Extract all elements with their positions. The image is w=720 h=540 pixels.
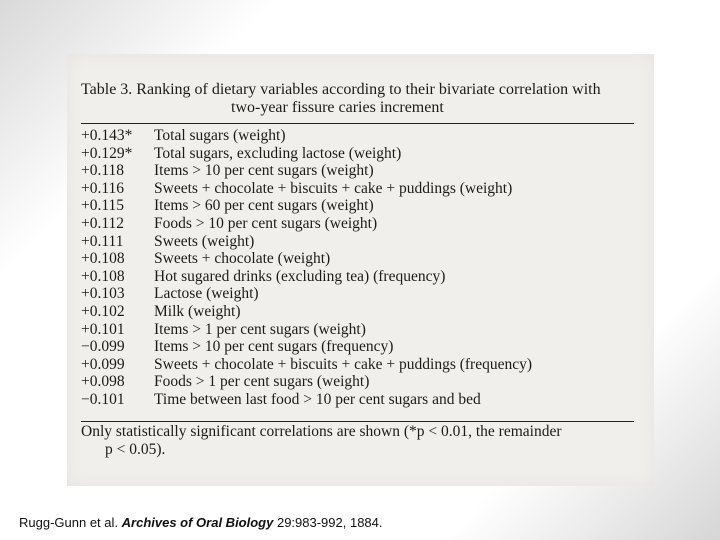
correlation-value: +0.115 — [81, 197, 125, 215]
dietary-variable: Hot sugared drinks (excluding tea) (frequency) — [154, 267, 446, 285]
dietary-variable: Sweets (weight) — [154, 232, 255, 250]
dietary-variable: Sweets + chocolate (weight) — [154, 250, 331, 268]
table-row — [81, 338, 641, 356]
correlation-value: +0.108 — [81, 250, 125, 268]
citation-authors: Rugg-Gunn et al. — [19, 515, 119, 530]
table-top-rule — [81, 123, 634, 124]
correlation-value: +0.118 — [81, 162, 125, 180]
table-row — [81, 197, 641, 215]
correlation-value: +0.143* — [81, 127, 133, 144]
table-rows — [81, 127, 641, 409]
table-title — [81, 81, 651, 117]
dietary-variable: Foods > 1 per cent sugars (weight) — [154, 373, 370, 391]
source-citation — [19, 515, 383, 530]
table-row — [81, 391, 641, 409]
table-row — [81, 180, 641, 198]
table-row — [81, 145, 641, 163]
table-row — [81, 285, 641, 303]
table-row — [81, 373, 641, 391]
correlation-value: +0.112 — [81, 214, 125, 232]
table-row — [81, 162, 641, 180]
table-row — [81, 303, 641, 321]
footnote-line-1: Only statistically significant correlations are shown (*p < 0.01, the remainder — [81, 423, 562, 440]
table-row — [81, 127, 641, 145]
correlation-value: +0.129* — [81, 144, 133, 162]
dietary-variable: Items > 10 per cent sugars (frequency) — [154, 338, 394, 356]
table-row — [81, 250, 641, 268]
dietary-variable: Sweets + chocolate + biscuits + cake + puddings (weight) — [154, 179, 513, 197]
dietary-variable: Items > 1 per cent sugars (weight) — [154, 320, 366, 338]
dietary-variable: Sweets + chocolate + biscuits + cake + puddings (frequency) — [154, 355, 533, 373]
table-row — [81, 321, 641, 339]
correlation-value: +0.102 — [81, 302, 125, 320]
table-bottom-rule — [81, 421, 634, 422]
dietary-variable: Time between last food > 10 per cent sugars and bed — [154, 390, 481, 408]
table-title-line-1: Table 3. Ranking of dietary variables according to their bivariate correlation with — [81, 81, 601, 98]
correlation-value: −0.101 — [81, 390, 125, 408]
correlation-value: +0.111 — [81, 232, 124, 250]
citation-journal: Archives of Oral Biology — [121, 515, 274, 530]
table-row — [81, 356, 641, 374]
table-row — [81, 268, 641, 286]
dietary-variable: Items > 60 per cent sugars (weight) — [154, 197, 374, 215]
scanned-table-image — [67, 54, 654, 486]
correlation-value: +0.108 — [81, 267, 125, 285]
correlation-value: +0.101 — [81, 320, 125, 338]
dietary-variable: Milk (weight) — [154, 302, 241, 320]
citation-volume-pages: 29:983-992, 1884. — [276, 515, 383, 530]
correlation-value: −0.099 — [81, 338, 125, 356]
correlation-value: +0.099 — [81, 355, 125, 373]
dietary-variable: Total sugars, excluding lactose (weight) — [154, 144, 402, 162]
footnote-line-2: p < 0.05). — [105, 441, 166, 458]
table-title-line-2: two-year fissure caries increment — [231, 99, 444, 116]
correlation-value: +0.103 — [81, 285, 125, 303]
correlation-value: +0.098 — [81, 373, 125, 391]
dietary-variable: Total sugars (weight) — [154, 127, 286, 144]
table-footnote — [81, 423, 641, 459]
table-row — [81, 215, 641, 233]
dietary-variable: Foods > 10 per cent sugars (weight) — [154, 214, 378, 232]
dietary-variable: Items > 10 per cent sugars (weight) — [154, 162, 374, 180]
correlation-value: +0.116 — [81, 179, 125, 197]
dietary-variable: Lactose (weight) — [154, 285, 259, 303]
table-row — [81, 233, 641, 251]
